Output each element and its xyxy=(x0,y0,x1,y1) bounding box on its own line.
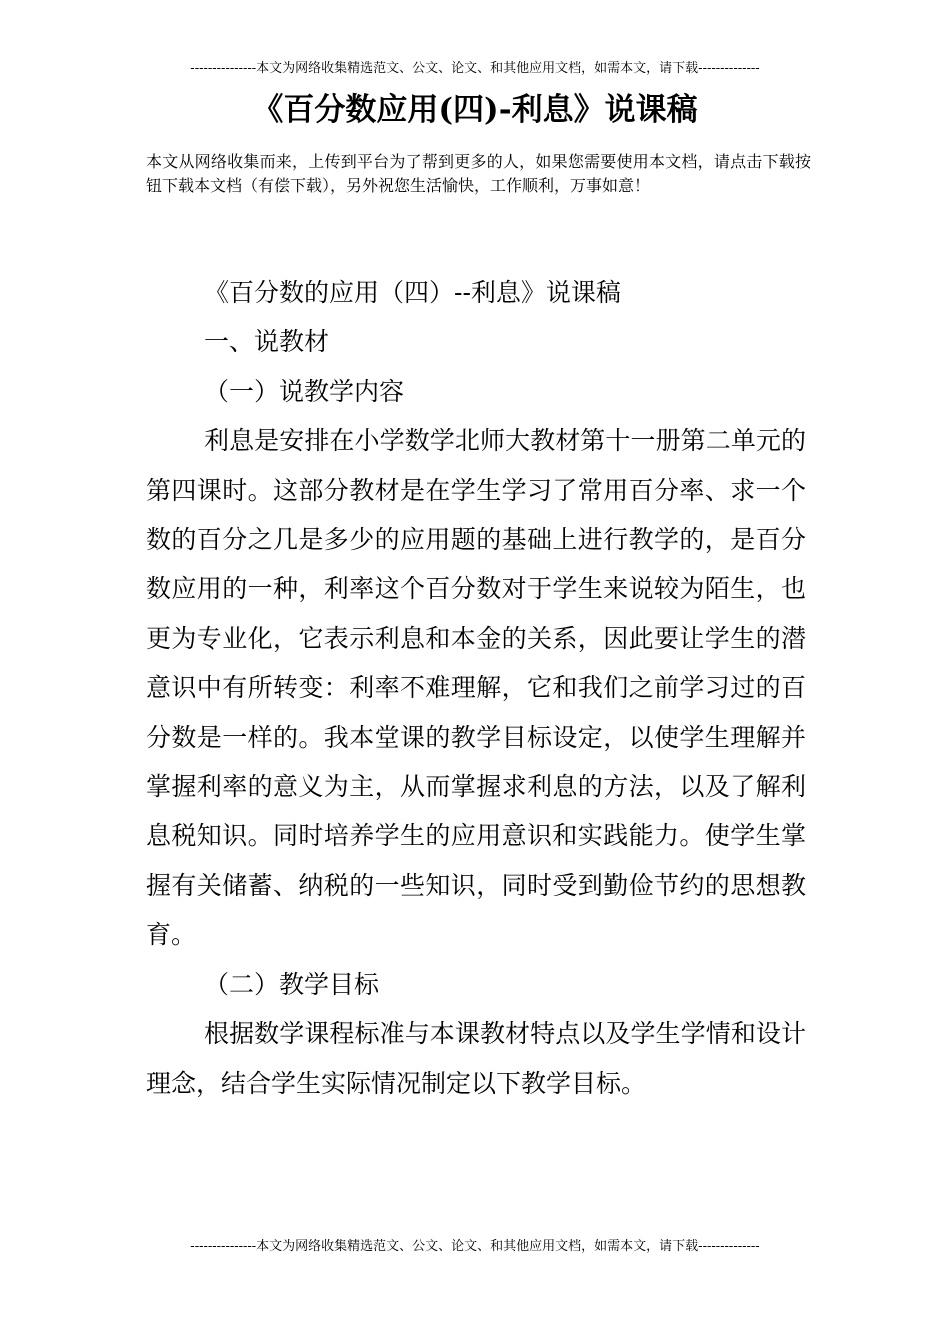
subsection-heading: （二）教学目标 xyxy=(204,969,380,999)
document-body xyxy=(146,268,806,1108)
body-paragraph: 根据数学课程标准与本课教材特点以及学生学情和设计理念，结合学生实际情况制定以下教学目标。 xyxy=(146,1019,806,1098)
header-banner: ---------------本文为网络收集精选范文、公文、论文、和其他应用文档，如需本文，请下载-------------- xyxy=(190,61,760,76)
subsection-heading: （一）说教学内容 xyxy=(204,376,405,406)
footer-banner: ---------------本文为网络收集精选范文、公文、论文、和其他应用文档，如需本文，请下载-------------- xyxy=(190,1239,760,1254)
body-paragraph: 利息是安排在小学数学北师大教材第十一册第二单元的第四课时。这部分教材是在学生学习了常用百分率、求一个数的百分之几是多少的应用题的基础上进行教学的，是百分数应用的一种，利率这个百分数对于学生来说较为陌生，也更为专业化，它表示利息和本金的关系，因此要让学生的潜意识中有所转变：利率不难理解，它和我们之前学习过的百分数是一样的。我本堂课的教学目标设定，以使学生理解并掌握利率的意义为主，从而掌握求利息的方法，以及了解利息税知识。同时培养学生的应用意识和实践能力。使学生掌握有关储蓄、纳税的一些知识，同时受到勤俭节约的思想教育。 xyxy=(146,426,806,950)
section-heading: 一、说教材 xyxy=(204,327,330,357)
lesson-subtitle: 《百分数的应用（四）--利息》说课稿 xyxy=(204,278,621,307)
document-title: 《百分数应用(四)-利息》说课稿 xyxy=(252,92,698,128)
intro-paragraph: 本文从网络收集而来，上传到平台为了帮到更多的人，如果您需要使用本文档，请点击下载按钮下载本文档（有偿下载），另外祝您生活愉快，工作顺利，万事如意！ xyxy=(146,152,811,195)
